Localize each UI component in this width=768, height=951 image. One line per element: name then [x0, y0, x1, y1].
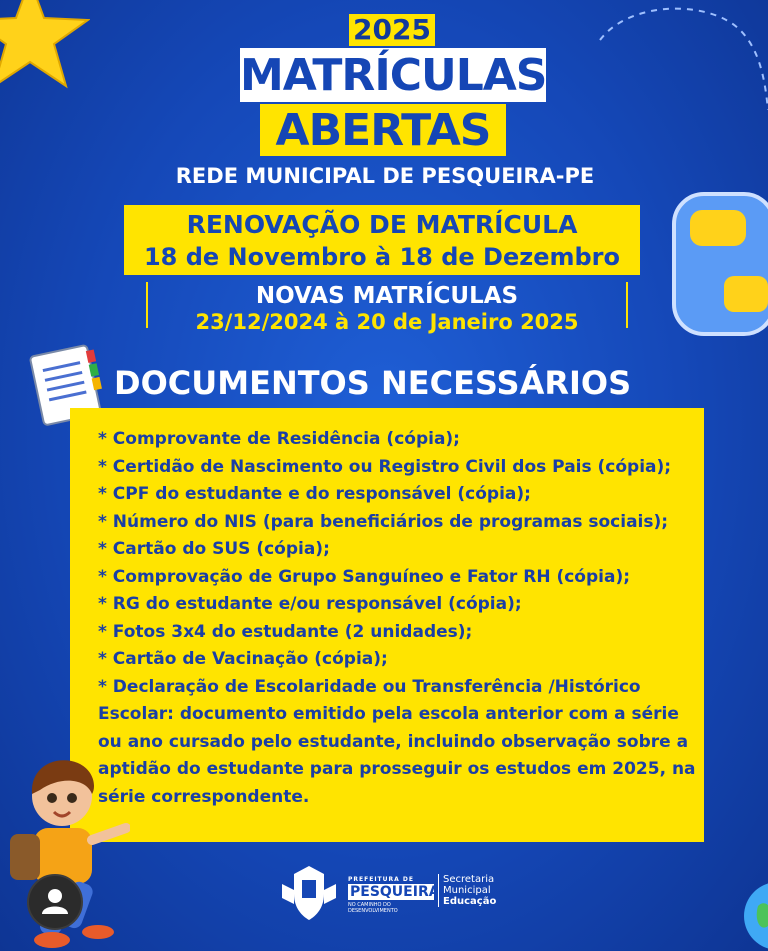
prefeitura-label: PREFEITURA DE [348, 876, 414, 883]
renovacao-dates: 18 de Novembro à 18 de Dezembro [143, 243, 620, 271]
pesqueira-label: PESQUEIRA [350, 884, 440, 900]
documents-panel [70, 408, 704, 842]
title-abertas: ABERTAS [260, 104, 506, 156]
title-matriculas: MATRÍCULAS [240, 50, 547, 101]
prefeitura-tagline: NO CAMINHO DO DESENVOLVIMENTO [348, 902, 398, 914]
avatar-icon[interactable] [27, 874, 83, 930]
document-item: * Cartão do SUS (cópia); [98, 539, 330, 559]
document-item: * CPF do estudante e do responsável (cópia); [98, 484, 531, 504]
secretaria-line1: Secretaria [443, 874, 495, 885]
novas-dates: 23/12/2024 à 20 de Janeiro 2025 [195, 310, 579, 334]
subtitle: REDE MUNICIPAL DE PESQUEIRA-PE [175, 164, 595, 188]
documents-list [98, 426, 698, 811]
renovacao-box [124, 205, 640, 275]
crest-icon [276, 864, 342, 924]
globe-icon [738, 876, 768, 951]
year-badge: 2025 [349, 14, 435, 46]
document-item: * Declaração de Escolaridade ou Transferência /Histórico Escolar: documento emitido pela escola anterior com a série ou ano cursado pelo estudante, incluindo observação sobre a aptidão do estudante para prosseguir os estudos em 2025, na série correspondente. [98, 676, 696, 807]
dashed-line-icon [590, 0, 768, 110]
documentos-title: DOCUMENTOS NECESSÁRIOS [114, 364, 632, 402]
secretaria-line2: Municipal [443, 885, 491, 896]
document-item: * Certidão de Nascimento ou Registro Civil dos Pais (cópia); [98, 456, 672, 477]
document-item: * Comprovação de Grupo Sanguíneo e Fator RH (cópia); [98, 566, 631, 587]
novas-title: NOVAS MATRÍCULAS [255, 283, 519, 309]
document-item: * Fotos 3x4 do estudante (2 unidades); [98, 621, 473, 642]
footer-logos [276, 864, 512, 926]
document-item: * Número do NIS (para beneficiários de programas sociais); [98, 511, 669, 532]
document-item: * Cartão de Vacinação (cópia); [98, 649, 388, 669]
document-item: * Comprovante de Residência (cópia); [98, 429, 460, 449]
secretaria-logo [438, 874, 523, 907]
novas-box [146, 282, 628, 334]
document-item: * RG do estudante e/ou responsável (cópia); [98, 594, 522, 614]
star-icon [0, 0, 90, 90]
renovacao-title: RENOVAÇÃO DE MATRÍCULA [186, 210, 578, 239]
prefeitura-logo [348, 876, 440, 914]
secretaria-line3: Educação [443, 896, 497, 907]
backpack-icon [668, 180, 768, 340]
